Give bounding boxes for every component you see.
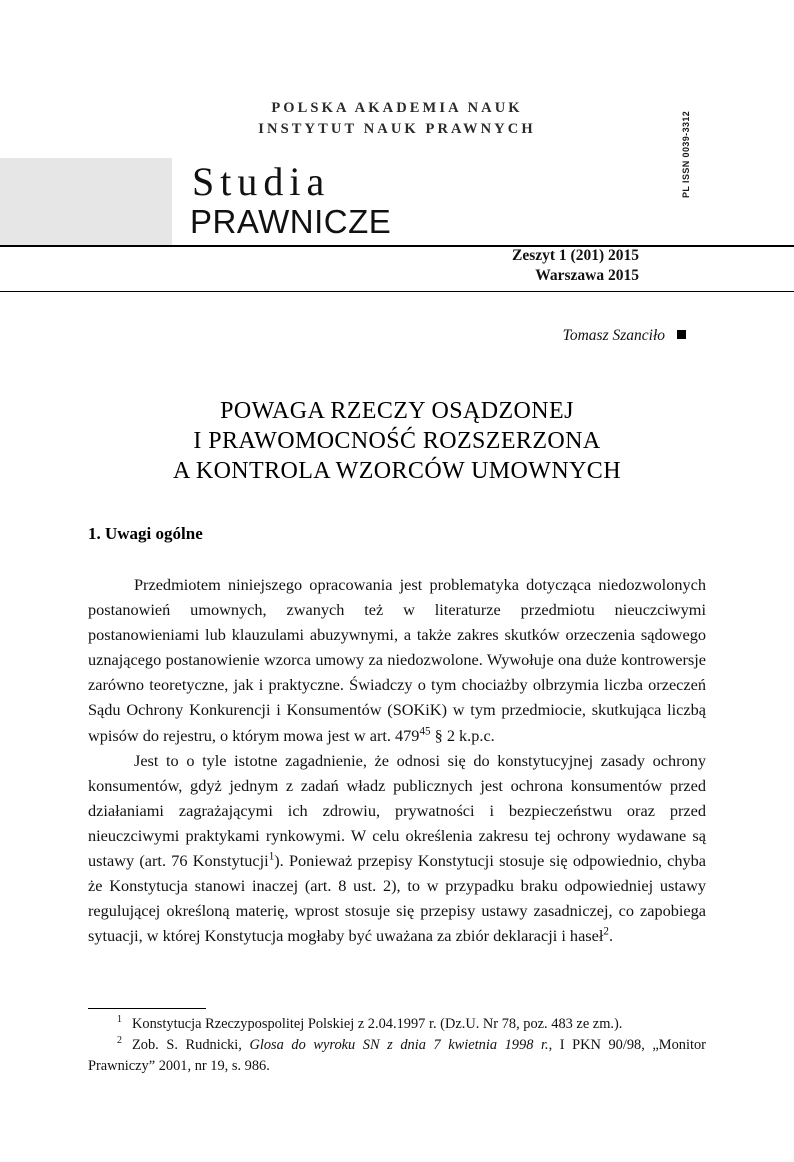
masthead-bottom-rule — [0, 291, 794, 292]
footnote-1: 1 Konstytucja Rzeczypospolitej Polskiej z 2.04.1997 r. (Dz.U. Nr 78, poz. 483 ze zm.). — [117, 1014, 623, 1032]
paragraph-2-text-b: ). Ponieważ przepisy Konstytucji stosuje się odpowiednio, chyba że Konstytucja stanowi inaczej (art. 8 ust. 2), to w przypadku braku odpowiedniej ustawy regulującej określoną materię, wprost stosuje się przepisy ustawy zasadniczej, co zapobiega sytuacji, w której Konstytucja mogłaby być uważana za zbiór deklaracji i haseł — [88, 851, 707, 946]
footnotes-block — [88, 1014, 706, 1077]
footnote-2-text-before: Zob. S. Rudnicki, — [132, 1037, 250, 1053]
journal-title-main: Studia — [192, 159, 331, 204]
footnote-ref-1[interactable]: 1 — [268, 850, 275, 863]
paragraph-1 — [88, 572, 706, 748]
masthead-top-rule — [0, 245, 794, 247]
issn-label: PL ISSN 0039-3312 — [681, 110, 691, 198]
journal-title-sub: PRAWNICZE — [190, 203, 392, 240]
article-title-line-3: A KONTROLA WZORCÓW UMOWNYCH — [173, 458, 621, 484]
decorative-grey-block — [0, 158, 172, 246]
article-title-line-2: I PRAWOMOCNOŚĆ ROZSZERZONA — [193, 428, 601, 454]
author-name: Tomasz Szanciło — [562, 327, 665, 344]
square-bullet-icon — [677, 330, 686, 339]
issue-place-year: Warszawa 2015 — [535, 267, 639, 284]
paragraph-2-text-a: Jest to o tyle istotne zagadnienie, że odnosi się do konstytucyjnej zasady ochrony konsumentów, gdyż jednym z zadań władz publicznych jest ochrona konsumentów przed działaniami zagrażającymi ich zdrowiu, prywatności i bezpieczeństwu oraz przed nieuczciwymi praktykami rynkowymi. W celu określenia zakresu tej ochrony wydawane są ustawy (art. 76 Konstytucji — [88, 750, 706, 871]
author-byline — [563, 327, 686, 345]
footnote-separator — [88, 1008, 206, 1009]
paragraph-1-tail: § 2 k.p.c. — [430, 725, 495, 745]
footnote-ref-2[interactable]: 2 — [603, 925, 609, 938]
footnote-2-text-after: , I PKN 90/98, „Monitor Prawniczy” 2001, nr 19, s. 986. — [88, 1037, 706, 1074]
issue-info — [512, 246, 639, 286]
paragraph-2 — [88, 748, 706, 949]
page-title — [108, 396, 686, 486]
paragraph-1-superscript: 45 — [419, 725, 431, 738]
article-body — [88, 572, 706, 948]
section-heading: 1. Uwagi ogólne — [88, 524, 203, 543]
publisher-heading — [0, 98, 794, 140]
footnote-1-text: Konstytucja Rzeczypospolitej Polskiej z 2.04.1997 r. (Dz.U. Nr 78, poz. 483 ze zm.). — [132, 1016, 623, 1032]
paragraph-1-text: Przedmiotem niniejszego opracowania jest problematyka dotycząca niedozwolonych postanowień umownych, zwanych też w literaturze przedmiotu nieuczciwymi postanowieniami lub klauzulami abuzywnymi, a także zakres skutków orzeczenia sądowego uznającego postanowienie wzorca umowy za niedozwolone. Wywołuje ona duże kontrowersje zarówno teoretyczne, jak i praktyczne. Świadczy o tym chociażby olbrzymia liczba orzeczeń Sądu Ochrony Konkurencji i Konsumentów (SOKiK) w tym przedmiocie, skutkująca liczbą wpisów do rejestru, o którym mowa jest w art. 479 — [88, 575, 706, 745]
publisher-line-institute: INSTYTUT NAUK PRAWNYCH — [258, 121, 536, 137]
footnote-2: 2 Zob. S. Rudnicki, Glosa do wyroku SN z dnia 7 kwietnia 1998 r., I PKN 90/98, „Monitor Prawniczy” 2001, nr 19, s. 986. — [88, 1035, 706, 1074]
footnote-2-italic-title: Glosa do wyroku SN z dnia 7 kwietnia 1998 r. — [249, 1037, 549, 1053]
paragraph-2-text-c: . — [608, 926, 614, 946]
publisher-line-academy: POLSKA AKADEMIA NAUK — [271, 100, 523, 116]
article-title-line-1: POWAGA RZECZY OSĄDZONEJ — [220, 398, 574, 424]
issue-number: Zeszyt 1 (201) 2015 — [512, 247, 639, 264]
